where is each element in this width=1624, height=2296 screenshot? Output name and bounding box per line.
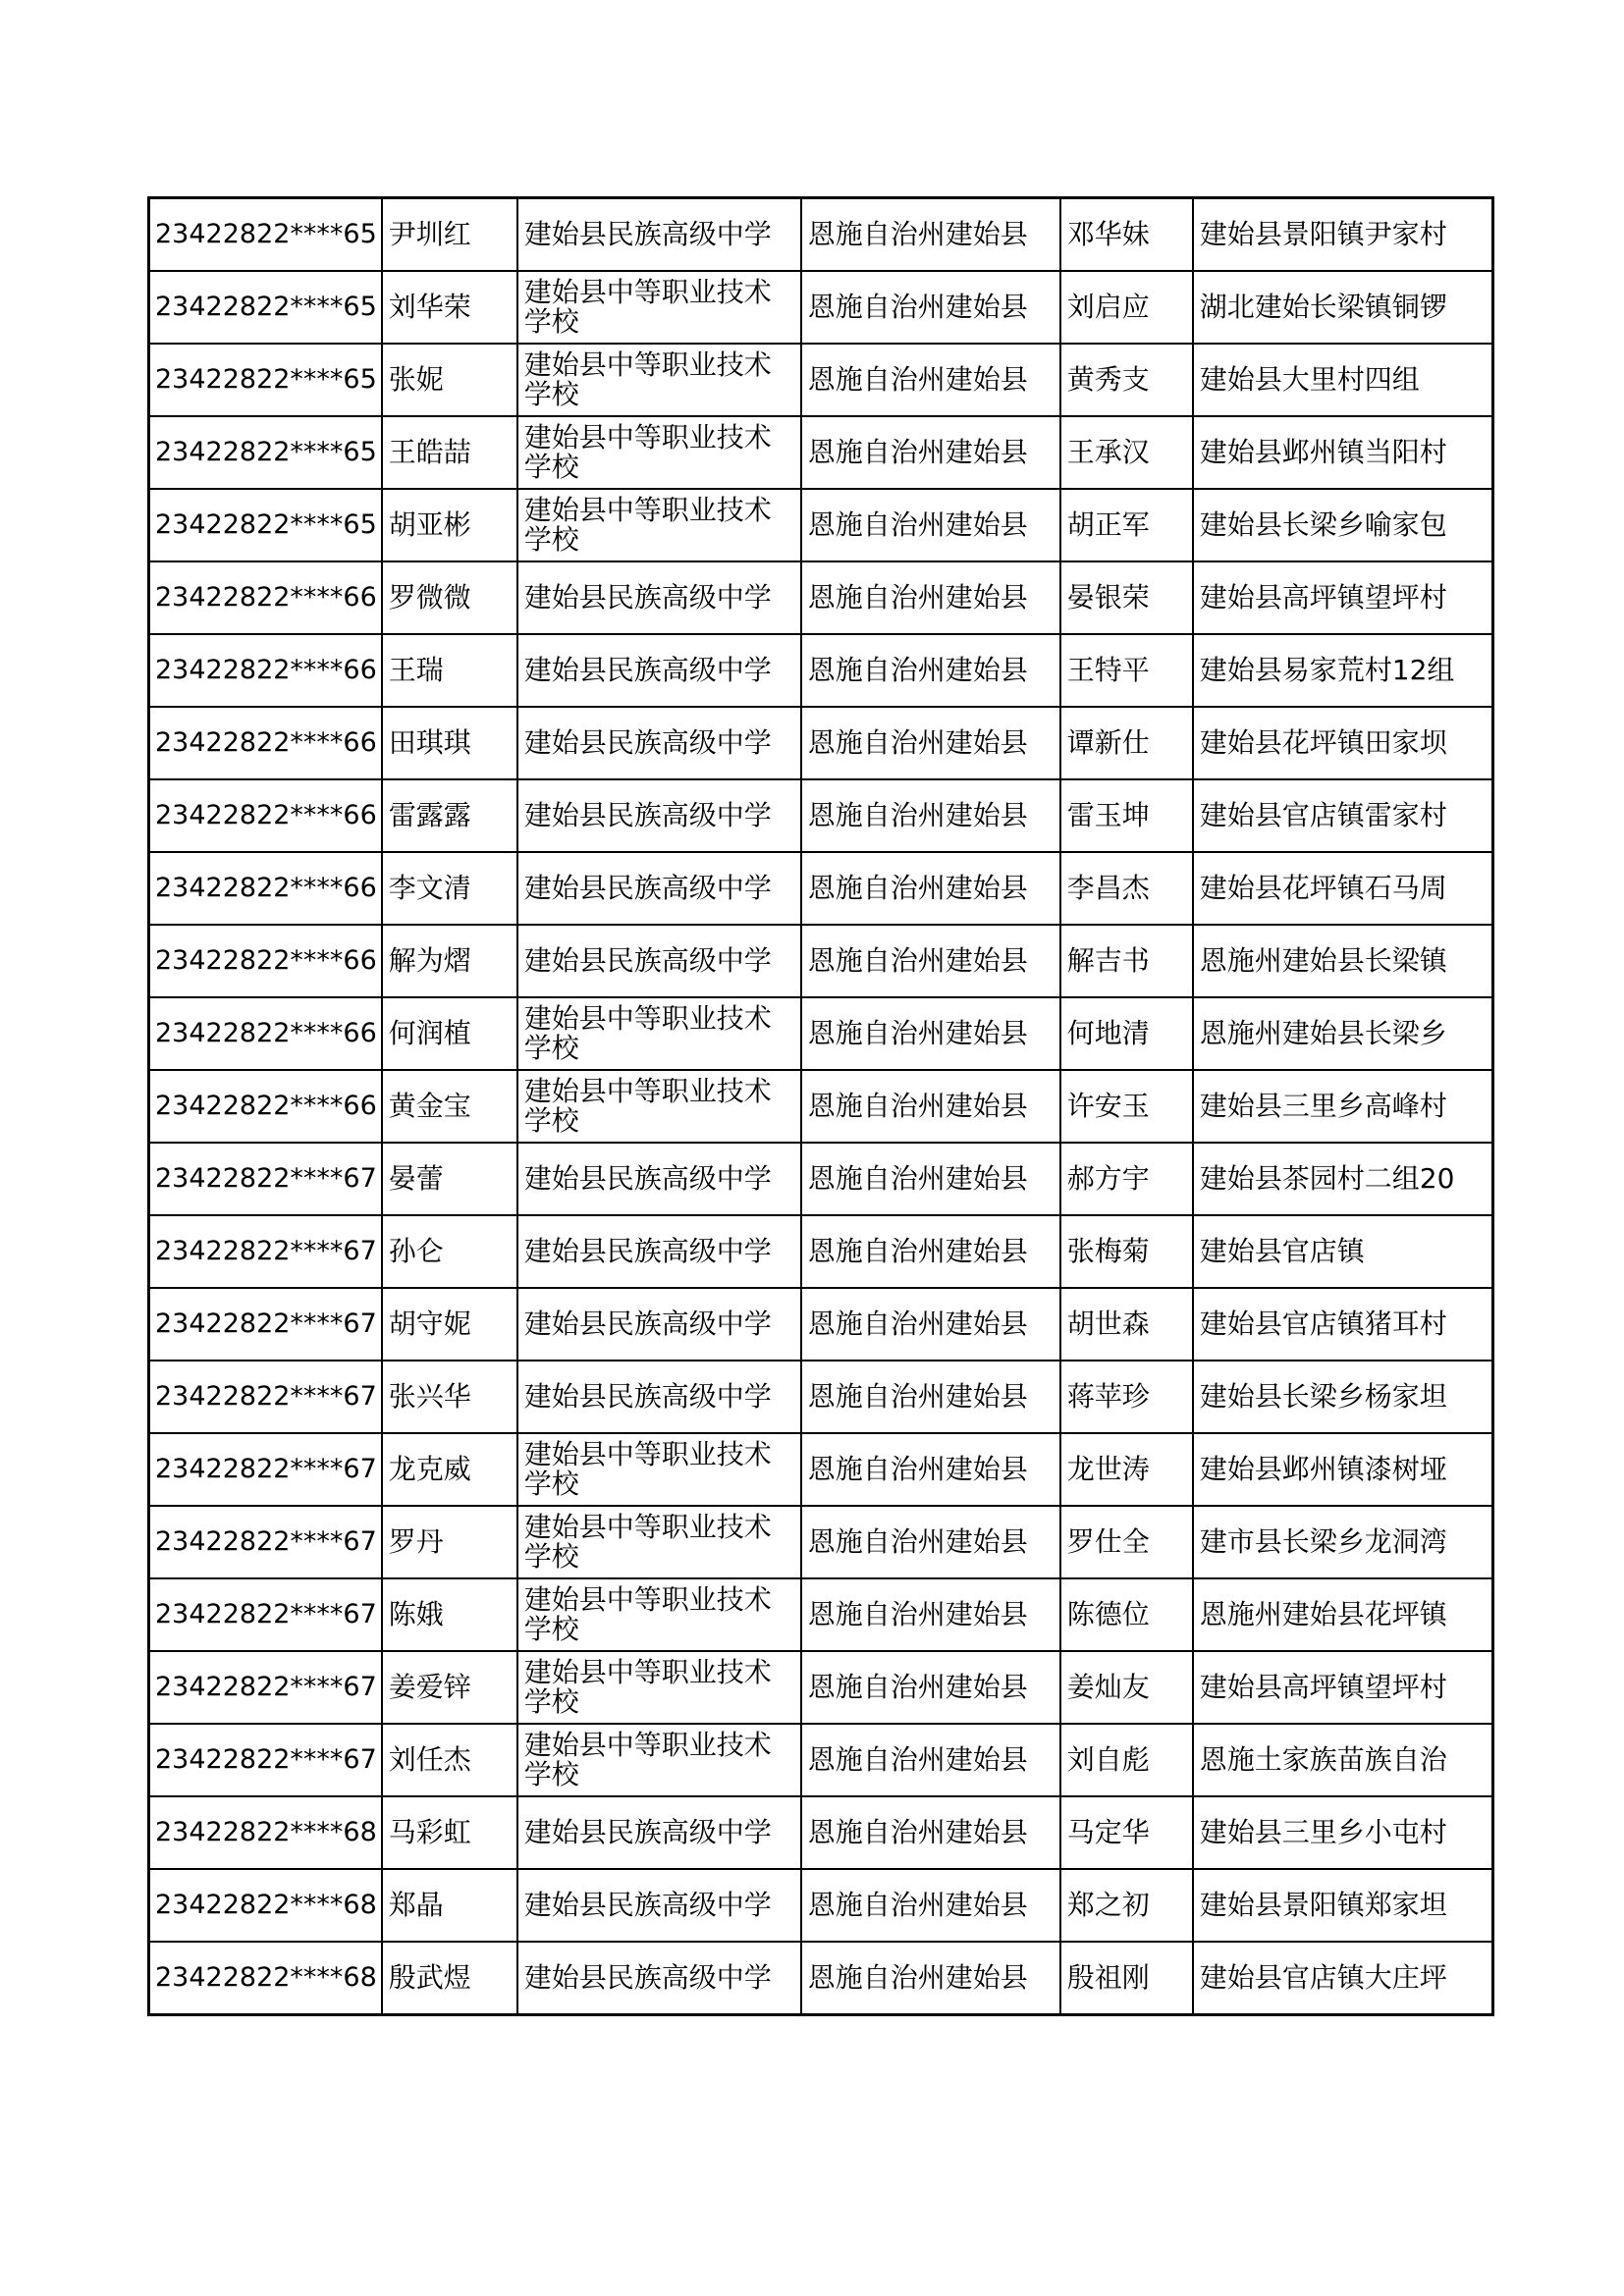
table-row xyxy=(149,1651,1493,1724)
school-cell: 建始县民族高级中学 xyxy=(517,1288,801,1361)
address-cell: 建始县长梁乡杨家坦 xyxy=(1193,1361,1493,1433)
id-number-cell: 23422822****65 xyxy=(149,198,382,272)
student-name-cell: 何润植 xyxy=(382,997,517,1070)
id-number-cell: 23422822****66 xyxy=(149,852,382,925)
guardian-name-cell: 胡正军 xyxy=(1060,489,1193,561)
student-name-cell: 龙克威 xyxy=(382,1433,517,1506)
student-name-cell: 刘任杰 xyxy=(382,1724,517,1796)
region-cell: 恩施自治州建始县 xyxy=(801,1143,1060,1215)
id-number-cell: 23422822****67 xyxy=(149,1506,382,1578)
id-number-cell: 23422822****67 xyxy=(149,1651,382,1724)
school-cell: 建始县民族高级中学 xyxy=(517,1942,801,2015)
school-cell: 建始县民族高级中学 xyxy=(517,1796,801,1869)
school-cell: 建始县中等职业技术学校 xyxy=(517,416,801,489)
guardian-name-cell: 解吉书 xyxy=(1060,925,1193,997)
school-cell: 建始县中等职业技术学校 xyxy=(517,489,801,561)
region-cell: 恩施自治州建始县 xyxy=(801,1433,1060,1506)
region-cell: 恩施自治州建始县 xyxy=(801,1942,1060,2015)
student-name-cell: 孙仑 xyxy=(382,1215,517,1288)
table-row xyxy=(149,489,1493,561)
guardian-name-cell: 刘启应 xyxy=(1060,271,1193,344)
id-number-cell: 23422822****66 xyxy=(149,561,382,634)
id-number-cell: 23422822****65 xyxy=(149,271,382,344)
region-cell: 恩施自治州建始县 xyxy=(801,634,1060,707)
address-cell: 湖北建始长梁镇铜锣 xyxy=(1193,271,1493,344)
school-cell: 建始县中等职业技术学校 xyxy=(517,344,801,416)
region-cell: 恩施自治州建始县 xyxy=(801,1506,1060,1578)
id-number-cell: 23422822****68 xyxy=(149,1869,382,1942)
address-cell: 建始县三里乡高峰村 xyxy=(1193,1070,1493,1143)
school-cell: 建始县中等职业技术学校 xyxy=(517,1578,801,1651)
guardian-name-cell: 罗仕全 xyxy=(1060,1506,1193,1578)
region-cell: 恩施自治州建始县 xyxy=(801,997,1060,1070)
table-row xyxy=(149,1215,1493,1288)
guardian-name-cell: 王承汉 xyxy=(1060,416,1193,489)
school-cell: 建始县中等职业技术学校 xyxy=(517,1651,801,1724)
guardian-name-cell: 张梅菊 xyxy=(1060,1215,1193,1288)
id-number-cell: 23422822****65 xyxy=(149,489,382,561)
student-name-cell: 郑晶 xyxy=(382,1869,517,1942)
table-row xyxy=(149,1506,1493,1578)
table-row xyxy=(149,1070,1493,1143)
id-number-cell: 23422822****67 xyxy=(149,1215,382,1288)
region-cell: 恩施自治州建始县 xyxy=(801,1796,1060,1869)
table-row xyxy=(149,1361,1493,1433)
school-cell: 建始县民族高级中学 xyxy=(517,1361,801,1433)
guardian-name-cell: 晏银荣 xyxy=(1060,561,1193,634)
address-cell: 建始县易家荒村12组 xyxy=(1193,634,1493,707)
student-name-cell: 尹圳红 xyxy=(382,198,517,272)
region-cell: 恩施自治州建始县 xyxy=(801,1361,1060,1433)
id-number-cell: 23422822****67 xyxy=(149,1724,382,1796)
id-number-cell: 23422822****67 xyxy=(149,1288,382,1361)
school-cell: 建始县中等职业技术学校 xyxy=(517,1070,801,1143)
id-number-cell: 23422822****66 xyxy=(149,1070,382,1143)
guardian-name-cell: 胡世森 xyxy=(1060,1288,1193,1361)
school-cell: 建始县民族高级中学 xyxy=(517,561,801,634)
student-name-cell: 殷武煜 xyxy=(382,1942,517,2015)
table-row xyxy=(149,925,1493,997)
id-number-cell: 23422822****66 xyxy=(149,997,382,1070)
student-name-cell: 罗微微 xyxy=(382,561,517,634)
school-cell: 建始县民族高级中学 xyxy=(517,925,801,997)
id-number-cell: 23422822****65 xyxy=(149,416,382,489)
guardian-name-cell: 龙世涛 xyxy=(1060,1433,1193,1506)
guardian-name-cell: 刘自彪 xyxy=(1060,1724,1193,1796)
guardian-name-cell: 何地清 xyxy=(1060,997,1193,1070)
address-cell: 建始县花坪镇石马周 xyxy=(1193,852,1493,925)
id-number-cell: 23422822****66 xyxy=(149,925,382,997)
student-name-cell: 李文清 xyxy=(382,852,517,925)
address-cell: 建始县官店镇大庄坪 xyxy=(1193,1942,1493,2015)
address-cell: 建始县邺州镇漆树垭 xyxy=(1193,1433,1493,1506)
student-name-cell: 晏蕾 xyxy=(382,1143,517,1215)
school-cell: 建始县中等职业技术学校 xyxy=(517,1724,801,1796)
student-name-cell: 姜爱锌 xyxy=(382,1651,517,1724)
table-row xyxy=(149,1288,1493,1361)
address-cell: 建始县官店镇 xyxy=(1193,1215,1493,1288)
region-cell: 恩施自治州建始县 xyxy=(801,925,1060,997)
student-name-cell: 胡守妮 xyxy=(382,1288,517,1361)
table-row xyxy=(149,198,1493,272)
school-cell: 建始县中等职业技术学校 xyxy=(517,1506,801,1578)
address-cell: 恩施州建始县长梁乡 xyxy=(1193,997,1493,1070)
address-cell: 建始县大里村四组 xyxy=(1193,344,1493,416)
address-cell: 建始县景阳镇尹家村 xyxy=(1193,198,1493,272)
guardian-name-cell: 姜灿友 xyxy=(1060,1651,1193,1724)
guardian-name-cell: 谭新仕 xyxy=(1060,707,1193,779)
school-cell: 建始县民族高级中学 xyxy=(517,1215,801,1288)
address-cell: 建市县长梁乡龙洞湾 xyxy=(1193,1506,1493,1578)
roster-body xyxy=(149,198,1493,2015)
region-cell: 恩施自治州建始县 xyxy=(801,1070,1060,1143)
address-cell: 建始县花坪镇田家坝 xyxy=(1193,707,1493,779)
id-number-cell: 23422822****68 xyxy=(149,1942,382,2015)
guardian-name-cell: 殷祖刚 xyxy=(1060,1942,1193,2015)
guardian-name-cell: 黄秀支 xyxy=(1060,344,1193,416)
student-name-cell: 张妮 xyxy=(382,344,517,416)
table-row xyxy=(149,1942,1493,2015)
id-number-cell: 23422822****65 xyxy=(149,344,382,416)
region-cell: 恩施自治州建始县 xyxy=(801,1724,1060,1796)
school-cell: 建始县民族高级中学 xyxy=(517,1143,801,1215)
id-number-cell: 23422822****67 xyxy=(149,1143,382,1215)
address-cell: 建始县官店镇猪耳村 xyxy=(1193,1288,1493,1361)
region-cell: 恩施自治州建始县 xyxy=(801,852,1060,925)
region-cell: 恩施自治州建始县 xyxy=(801,561,1060,634)
student-name-cell: 罗丹 xyxy=(382,1506,517,1578)
guardian-name-cell: 郑之初 xyxy=(1060,1869,1193,1942)
table-row xyxy=(149,852,1493,925)
school-cell: 建始县中等职业技术学校 xyxy=(517,271,801,344)
school-cell: 建始县民族高级中学 xyxy=(517,779,801,852)
table-row xyxy=(149,1869,1493,1942)
region-cell: 恩施自治州建始县 xyxy=(801,271,1060,344)
region-cell: 恩施自治州建始县 xyxy=(801,779,1060,852)
table-row xyxy=(149,1143,1493,1215)
address-cell: 恩施州建始县花坪镇 xyxy=(1193,1578,1493,1651)
table-row xyxy=(149,997,1493,1070)
guardian-name-cell: 郝方宇 xyxy=(1060,1143,1193,1215)
id-number-cell: 23422822****67 xyxy=(149,1578,382,1651)
region-cell: 恩施自治州建始县 xyxy=(801,1578,1060,1651)
table-row xyxy=(149,1724,1493,1796)
student-name-cell: 王皓喆 xyxy=(382,416,517,489)
guardian-name-cell: 李昌杰 xyxy=(1060,852,1193,925)
student-name-cell: 解为熠 xyxy=(382,925,517,997)
guardian-name-cell: 许安玉 xyxy=(1060,1070,1193,1143)
guardian-name-cell: 邓华妹 xyxy=(1060,198,1193,272)
guardian-name-cell: 王特平 xyxy=(1060,634,1193,707)
id-number-cell: 23422822****66 xyxy=(149,707,382,779)
region-cell: 恩施自治州建始县 xyxy=(801,416,1060,489)
table-row xyxy=(149,416,1493,489)
id-number-cell: 23422822****68 xyxy=(149,1796,382,1869)
school-cell: 建始县民族高级中学 xyxy=(517,1869,801,1942)
student-name-cell: 马彩虹 xyxy=(382,1796,517,1869)
address-cell: 建始县长梁乡喻家包 xyxy=(1193,489,1493,561)
guardian-name-cell: 马定华 xyxy=(1060,1796,1193,1869)
address-cell: 建始县茶园村二组20 xyxy=(1193,1143,1493,1215)
table-row xyxy=(149,779,1493,852)
student-name-cell: 王瑞 xyxy=(382,634,517,707)
student-name-cell: 张兴华 xyxy=(382,1361,517,1433)
id-number-cell: 23422822****67 xyxy=(149,1361,382,1433)
school-cell: 建始县中等职业技术学校 xyxy=(517,997,801,1070)
student-name-cell: 胡亚彬 xyxy=(382,489,517,561)
region-cell: 恩施自治州建始县 xyxy=(801,1869,1060,1942)
student-name-cell: 田琪琪 xyxy=(382,707,517,779)
table-row xyxy=(149,1578,1493,1651)
region-cell: 恩施自治州建始县 xyxy=(801,344,1060,416)
guardian-name-cell: 雷玉坤 xyxy=(1060,779,1193,852)
guardian-name-cell: 陈德位 xyxy=(1060,1578,1193,1651)
school-cell: 建始县民族高级中学 xyxy=(517,634,801,707)
table-row xyxy=(149,344,1493,416)
region-cell: 恩施自治州建始县 xyxy=(801,1288,1060,1361)
student-name-cell: 黄金宝 xyxy=(382,1070,517,1143)
student-name-cell: 雷露露 xyxy=(382,779,517,852)
table-row xyxy=(149,1433,1493,1506)
address-cell: 建始县高坪镇望坪村 xyxy=(1193,1651,1493,1724)
address-cell: 恩施州建始县长梁镇 xyxy=(1193,925,1493,997)
id-number-cell: 23422822****66 xyxy=(149,634,382,707)
id-number-cell: 23422822****67 xyxy=(149,1433,382,1506)
region-cell: 恩施自治州建始县 xyxy=(801,707,1060,779)
address-cell: 建始县官店镇雷家村 xyxy=(1193,779,1493,852)
school-cell: 建始县民族高级中学 xyxy=(517,852,801,925)
school-cell: 建始县民族高级中学 xyxy=(517,198,801,272)
school-cell: 建始县民族高级中学 xyxy=(517,707,801,779)
region-cell: 恩施自治州建始县 xyxy=(801,198,1060,272)
table-row xyxy=(149,707,1493,779)
table-row xyxy=(149,271,1493,344)
address-cell: 建始县三里乡小屯村 xyxy=(1193,1796,1493,1869)
student-name-cell: 陈娥 xyxy=(382,1578,517,1651)
address-cell: 建始县高坪镇望坪村 xyxy=(1193,561,1493,634)
student-name-cell: 刘华荣 xyxy=(382,271,517,344)
region-cell: 恩施自治州建始县 xyxy=(801,1215,1060,1288)
region-cell: 恩施自治州建始县 xyxy=(801,1651,1060,1724)
school-cell: 建始县中等职业技术学校 xyxy=(517,1433,801,1506)
student-roster-table xyxy=(147,196,1494,2016)
address-cell: 建始县邺州镇当阳村 xyxy=(1193,416,1493,489)
table-row xyxy=(149,1796,1493,1869)
table-row xyxy=(149,561,1493,634)
id-number-cell: 23422822****66 xyxy=(149,779,382,852)
table-row xyxy=(149,634,1493,707)
region-cell: 恩施自治州建始县 xyxy=(801,489,1060,561)
guardian-name-cell: 蒋苹珍 xyxy=(1060,1361,1193,1433)
address-cell: 恩施土家族苗族自治 xyxy=(1193,1724,1493,1796)
address-cell: 建始县景阳镇郑家坦 xyxy=(1193,1869,1493,1942)
